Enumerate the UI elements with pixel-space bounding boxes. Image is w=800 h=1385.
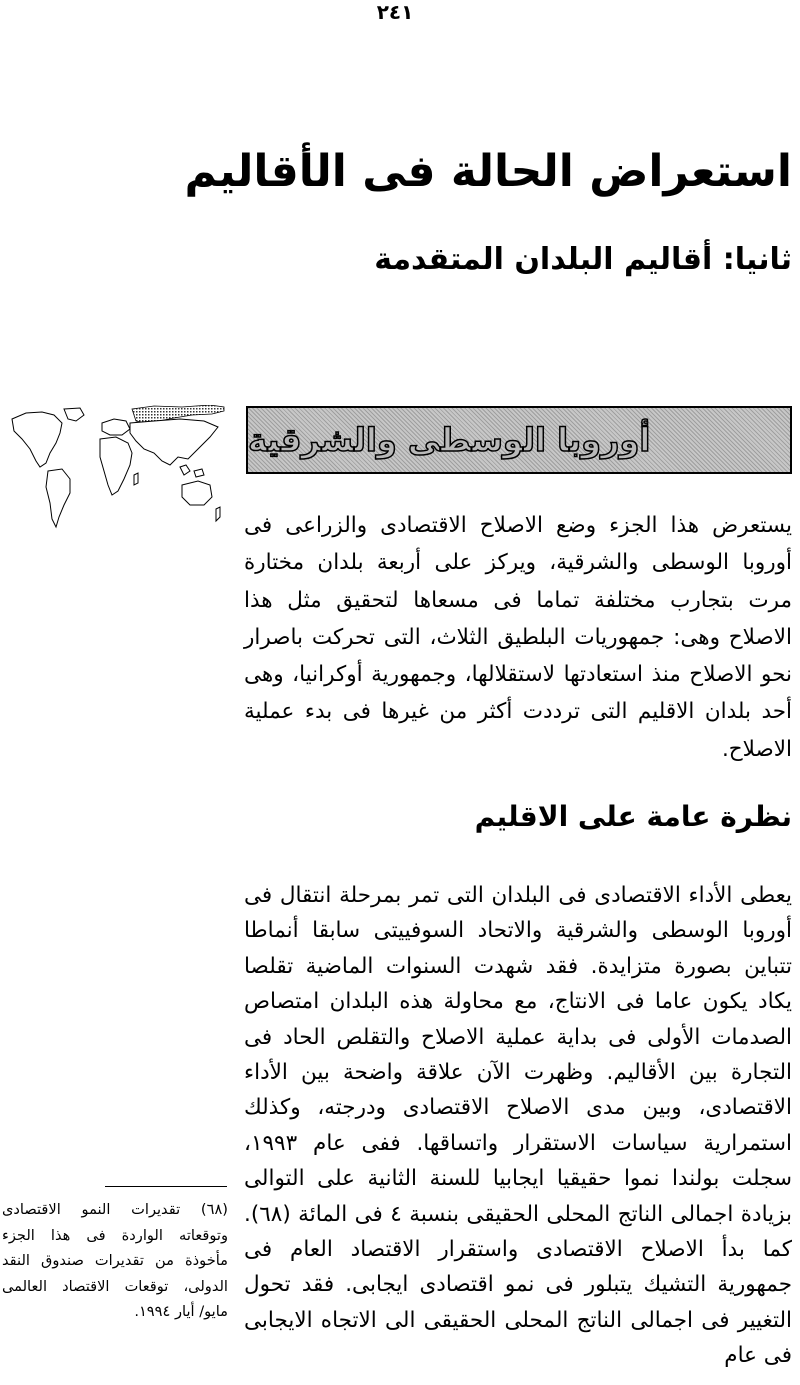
paragraph-line: اجمالى الناتج المحلى الحقيقى الى الاتجاه الايجابى فى عام <box>244 1307 792 1369</box>
paragraph-line: يستعرض هذا الجزء وضع الاصلاح الاقتصادى <box>380 513 793 538</box>
paragraph-line: الاقتصادى ودرجته، وكذلك استمرارية سياسات الاستقرار <box>244 1095 792 1156</box>
paragraph-line: يتبلور فى نمو اقتصادى ايجابى. فقد تحول التغيير فى <box>244 1272 792 1333</box>
paragraph-line: واضحة بين الأداء الاقتصادى، وبين مدى الاصلاح <box>244 1060 792 1121</box>
footnote-line: مأخوذة من تقديرات صندوق النقد <box>2 1252 228 1269</box>
paragraph-line: تحركت باصرار نحو الاصلاح منذ استعادتها لاستقلالها، <box>244 624 792 688</box>
paragraph-line: سابقا أنماطا تتباين بصورة متزايدة. فقد شهدت السنوات <box>244 918 792 979</box>
paragraph-line: واتساقها. ففى عام ١٩٩٣، سجلت بولندا نموا حقيقيا <box>244 1130 793 1192</box>
paragraph-line: ايجابيا للسنة الثانية على التوالى بزيادة اجمالى الناتج <box>244 1166 792 1227</box>
paragraph-line: الاقتصادى واستقرار الاقتصاد العام فى جمهورية التشيك <box>244 1237 793 1298</box>
footnote-divider <box>105 1186 227 1187</box>
section-title: ثانيا: أقاليم البلدان المتقدمة <box>374 242 792 277</box>
paragraph-line: وجمهورية أوكرانيا، وهى أحد بلدان الاقليم التى ترددت أكثر <box>244 662 793 725</box>
footnote <box>2 1197 228 1325</box>
region-banner <box>246 406 792 474</box>
paragraph-line: بلدان مختارة مرت بتجارب مختلفة تماما فى مسعاها لتحقيق <box>244 550 792 613</box>
world-map-icon <box>4 405 226 531</box>
paragraph-line: المحلى الحقيقى بنسبة ٤ فى المائة (٦٨). كما بدأ الاصلاح <box>244 1201 792 1263</box>
paragraph-line: من غيرها فى بدء عملية الاصلاح. <box>244 699 792 762</box>
intro-paragraph <box>244 507 792 768</box>
paragraph-line: والتقلص الحاد فى التجارة بين الأقاليم. وظهرت الآن علاقة <box>244 1024 792 1086</box>
paragraph-line: مثل هذا الاصلاح وهى: جمهوريات البلطيق الثلاث، التى <box>244 587 792 650</box>
overview-paragraph <box>244 878 792 1374</box>
footnote-line: وتوقعاته الواردة فى هذا الجزء <box>2 1226 228 1244</box>
paragraph-line: البلدان امتصاص الصدمات الأولى فى بداية عملية الاصلاح <box>244 989 793 1050</box>
paragraph-line: يعطى الأداء الاقتصادى فى البلدان التى تمر بمرحلة <box>339 883 792 908</box>
paragraph-line: انتقال فى أوروبا الوسطى والشرقية والاتحاد السوفييتى <box>244 883 792 944</box>
main-title: استعراض الحالة فى الأقاليم <box>184 146 792 197</box>
footnote-line: (٦٨) تقديرات النمو الاقتصادى <box>2 1201 228 1218</box>
paragraph-line: الماضية تقلصا يكاد يكون عاما فى الانتاج، مع محاولة هذه <box>244 953 792 1015</box>
footnote-line: الدولى، توقعات الاقتصاد العالمى <box>2 1277 228 1295</box>
footnote-line: مايو/ أيار ١٩٩٤. <box>134 1303 228 1320</box>
overview-heading: نظرة عامة على الاقليم <box>474 800 792 833</box>
region-banner-label: أوروبا الوسطى والشرقية <box>248 421 651 459</box>
page-number: ٢٤١ <box>376 0 414 24</box>
paragraph-line: والزراعى فى أوروبا الوسطى والشرقية، ويركز على أربعة <box>244 513 792 576</box>
